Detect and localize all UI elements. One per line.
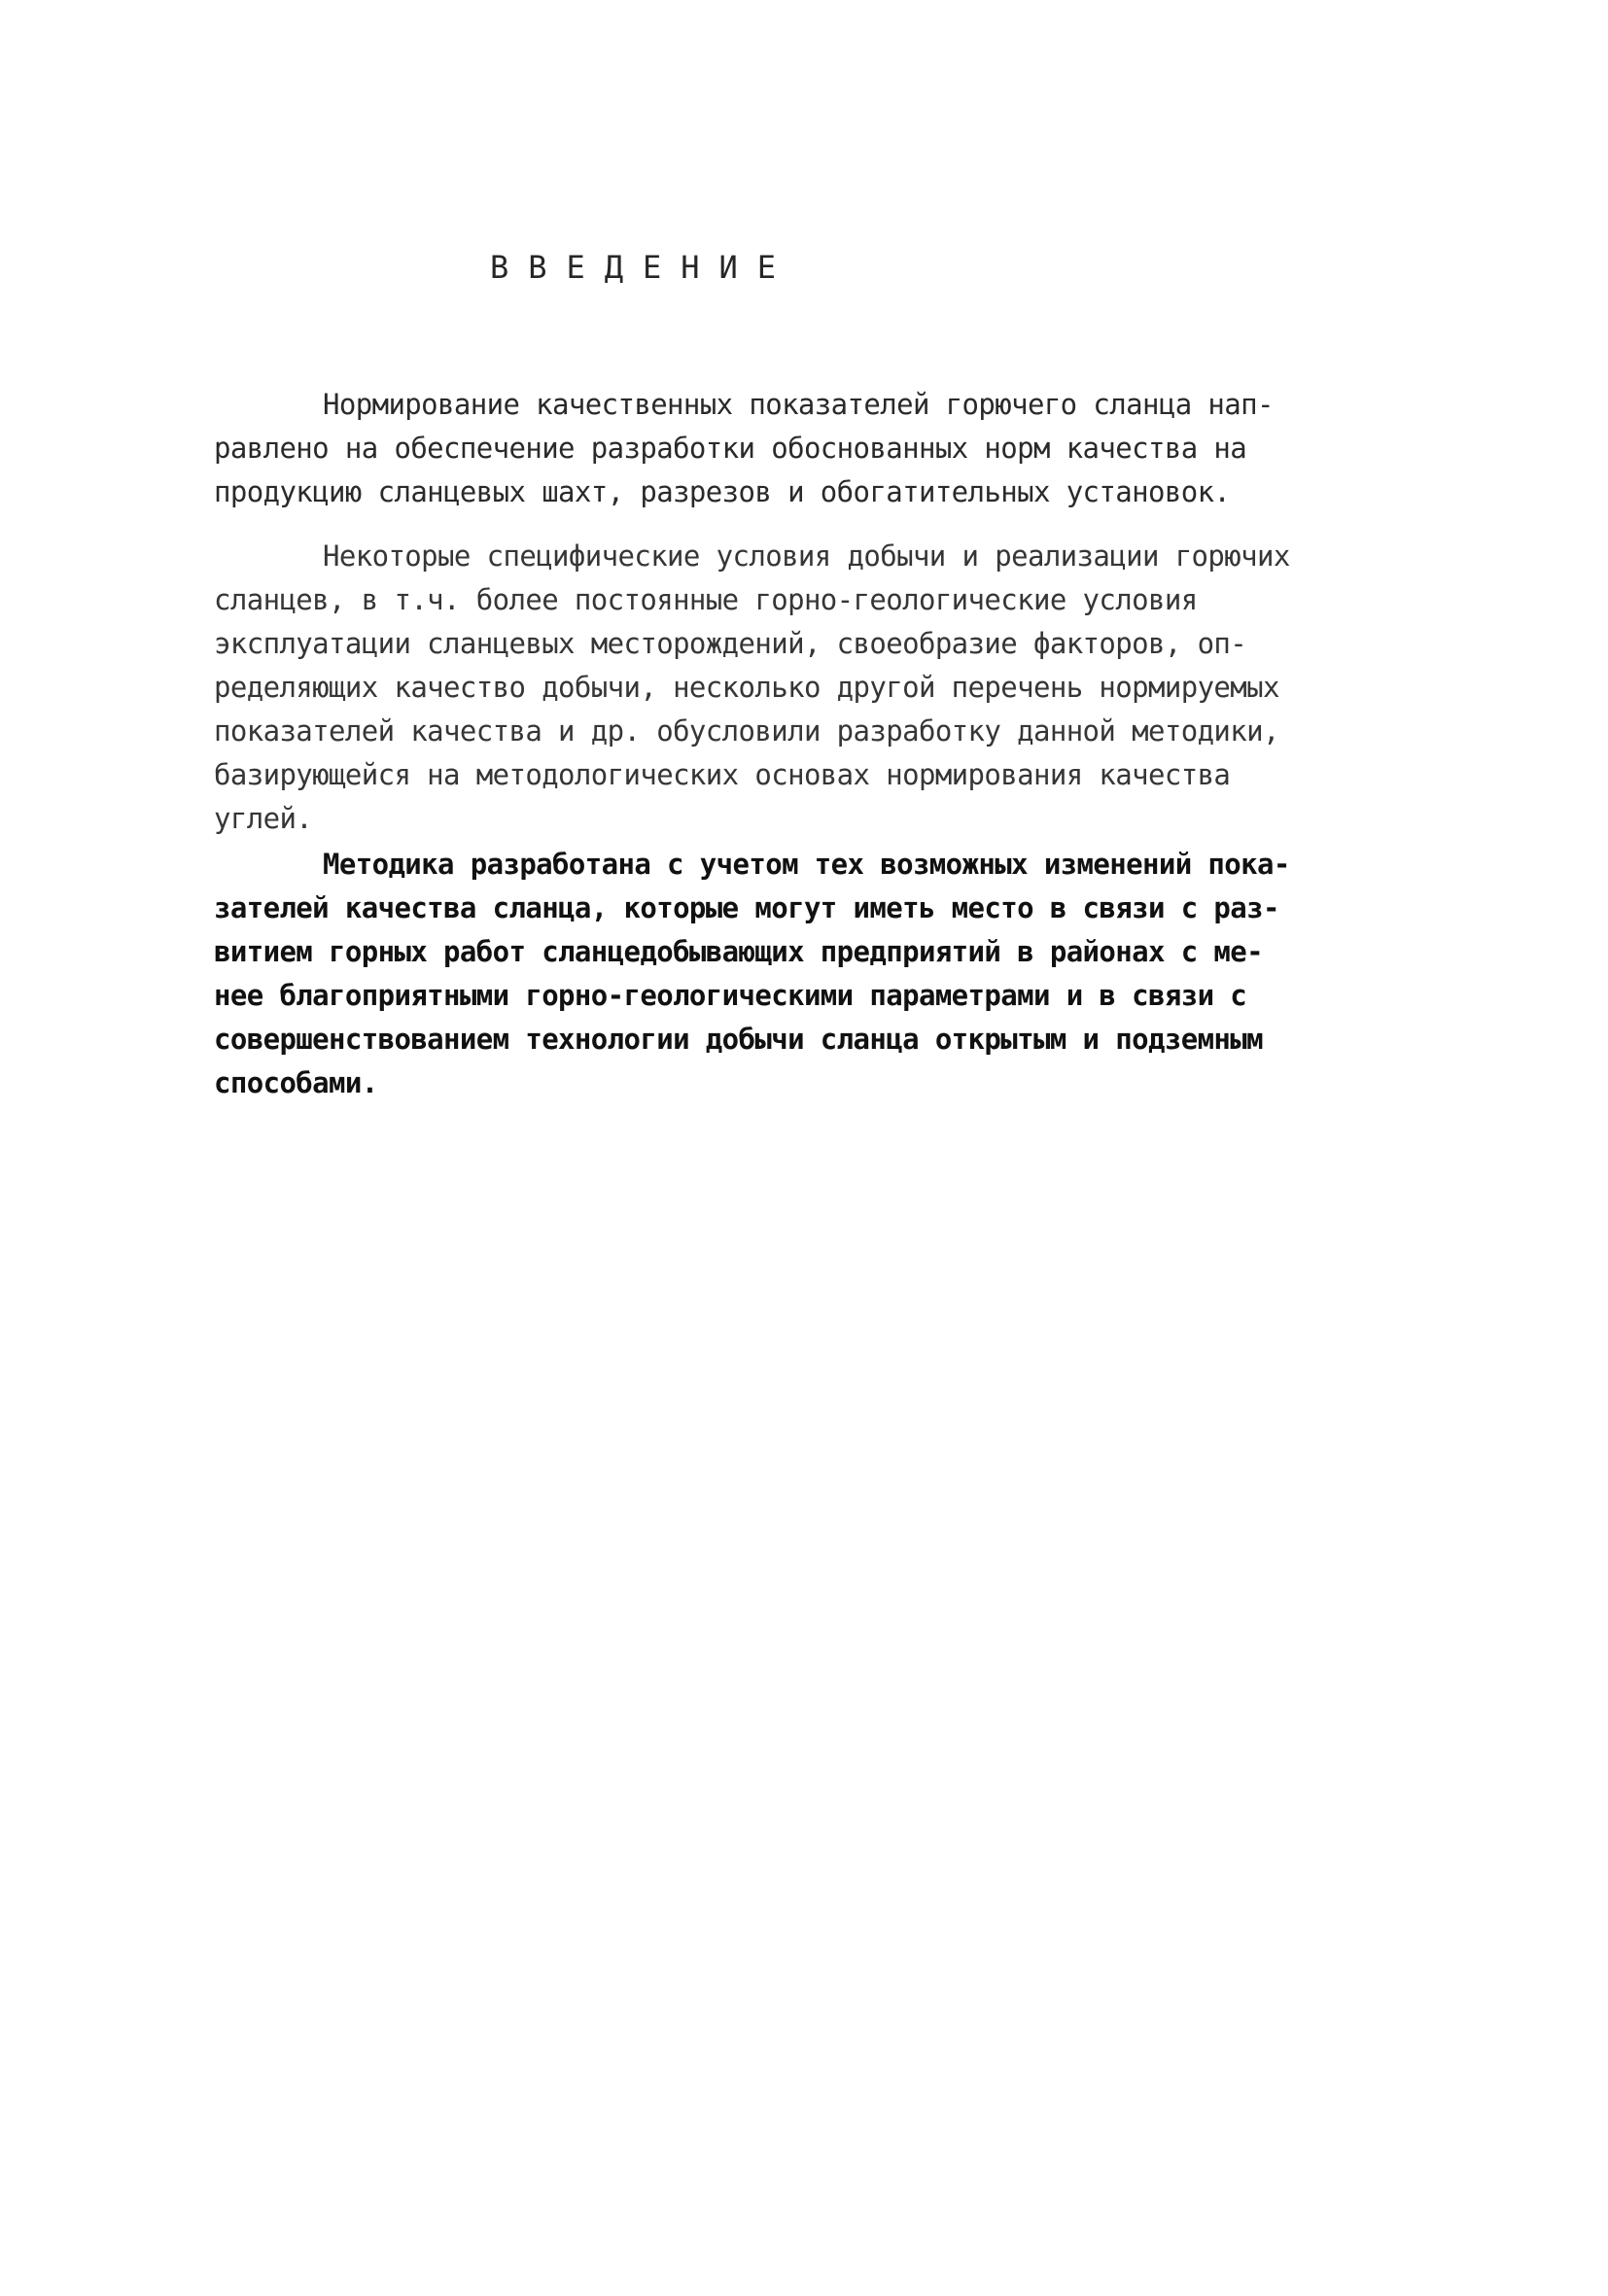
page-title: ВВЕДЕНИЕ (489, 249, 796, 286)
paragraph-line: нее благоприятными горно-геологическими параметрами и в связи с (214, 979, 1247, 1012)
paragraph-line: эксплуатации сланцевых месторождений, своеобразие факторов, оп- (214, 627, 1247, 660)
paragraph-line: равлено на обеспечение разработки обоснованных норм качества на (214, 432, 1247, 465)
paragraph-2 (214, 535, 1381, 841)
paragraph-line: витием горных работ сланцедобывающих предприятий в районах с ме- (214, 935, 1264, 968)
paragraph-line: способами. (214, 1066, 378, 1099)
paragraph-line: зателей качества сланца, которые могут иметь место в связи с раз- (214, 891, 1279, 924)
paragraph-line: совершенствованием технологии добычи сланца открытым и подземным (214, 1023, 1264, 1056)
paragraph-3 (214, 843, 1381, 1105)
paragraph-1 (214, 383, 1381, 514)
paragraph-line: базирующейся на методологических основах нормирования качества (214, 758, 1231, 791)
paragraph-line: углей. (214, 802, 313, 835)
paragraph-line: сланцев, в т.ч. более постоянные горно-геологические условия (214, 583, 1198, 616)
paragraph-line: Некоторые специфические условия добычи и реализации горючих (323, 539, 1290, 573)
paragraph-line: продукцию сланцевых шахт, разрезов и обогатительных установок. (214, 475, 1231, 508)
paragraph-line: ределяющих качество добычи, несколько другой перечень нормируемых (214, 671, 1279, 704)
paragraph-line: показателей качества и др. обусловили разработку данной методики, (214, 714, 1279, 748)
paragraph-line: Нормирование качественных показателей горючего сланца нап- (323, 388, 1274, 421)
paragraph-line: Методика разработана с учетом тех возможных изменений пока- (323, 848, 1290, 881)
